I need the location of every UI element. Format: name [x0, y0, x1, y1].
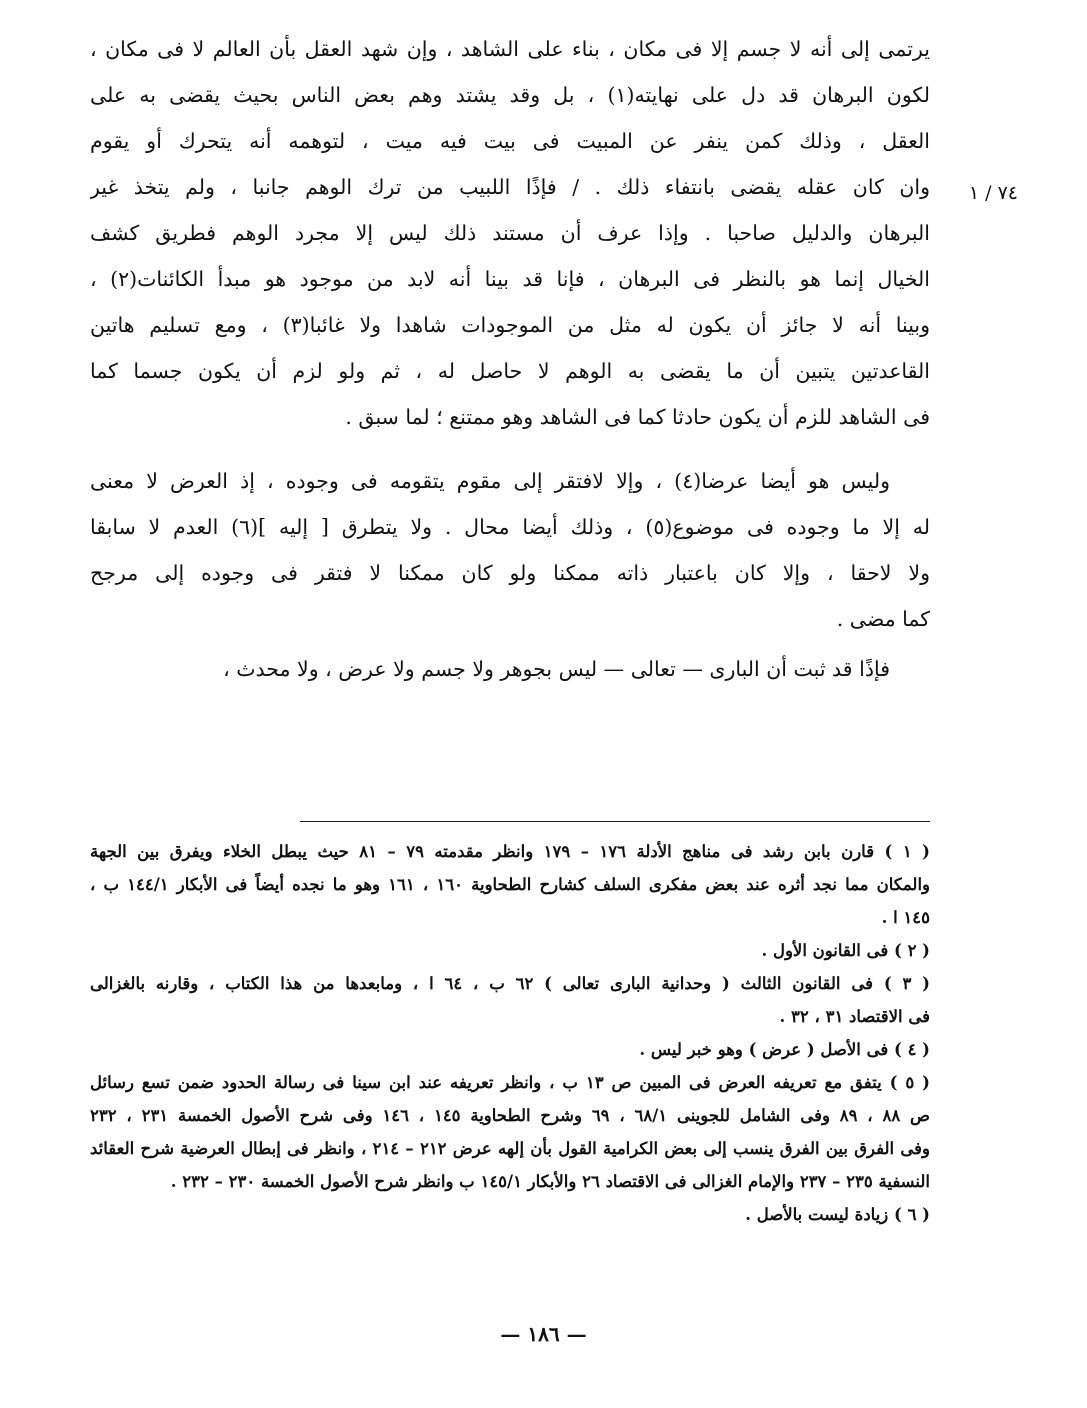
text-line: وبينا أنه لا جائز أن يكون له مثل من الموجودات شاهدا ولا غائبا(٣) ، ومع تسليم هاتين — [90, 313, 930, 337]
footnote — [90, 934, 930, 967]
text-line: يرتمى إلى أنه لا جسم إلا فى مكان ، بناء على الشاهد ، وإن شهد العقل بأن العالم لا فى مكان ، — [90, 37, 930, 61]
footnote-line: ص ٨٨ ، ٨٩ وفى الشامل للجوينى ٦٨/١ ، ٦٩ وشرح الطحاوية ١٤٥ ، ١٤٦ وفى شرح الأصول الخمسة ٢٣١ ، ٢٣٢ — [90, 1106, 930, 1125]
footnote — [90, 1066, 930, 1198]
footnote-line: ( ٥ ) يتفق مع تعريفه العرض فى المبين ص ١٣ ب ، وانظر تعريفه عند ابن سينا فى رسالة الحدود ضمن تسع رسائل — [90, 1073, 930, 1092]
text-line: لكون البرهان قد دل على نهايته(١) ، بل وقد يشتد وهم بعض الناس بحيث يقضى به على — [90, 83, 930, 107]
text-line: فإذًا قد ثبت أن البارى — تعالى — ليس بجوهر ولا جسم ولا عرض ، ولا محدث ، — [223, 657, 890, 681]
paragraph — [90, 458, 930, 642]
footnote-line: ( ١ ) قارن بابن رشد فى مناهج الأدلة ١٧٦ – ١٧٩ وانظر مقدمته ٧٩ – ٨١ حيث يبطل الخلاء ويفرق بين الجهة — [90, 842, 930, 861]
footnote-separator — [300, 821, 930, 822]
main-text — [90, 26, 930, 692]
text-line: كما مضى . — [836, 607, 930, 631]
footnote — [90, 1198, 930, 1231]
footnote-line: ( ٢ ) فى القانون الأول . — [761, 941, 930, 960]
footnote-line: النسفية ٢٣٥ – ٢٣٧ والإمام الغزالى فى الاقتصاد ٢٦ والأبكار ١٤٥/١ ب وانظر شرح الأصول الخمسة ٢٣٠ – ٢٣٢ . — [170, 1172, 930, 1191]
text-line: القاعدتين يتبين أن ما يقضى به الوهم لا حاصل له ، ثم ولو لزم أن يكون جسما كما — [90, 359, 930, 383]
margin-folio-reference: ٧٤ / ١ — [968, 182, 1018, 204]
paragraph — [90, 646, 930, 692]
text-line: له إلا ما وجوده فى موضوع(٥) ، وذلك أيضا محال . ولا يتطرق [ إليه ](٦) العدم لا سابقا — [90, 515, 930, 539]
footnote — [90, 835, 930, 934]
footnote-line: ١٤٥ ا . — [881, 908, 930, 927]
footnote-line: والمكان مما نجد أثره عند بعض مفكرى السلف كشارح الطحاوية ١٦٠ ، ١٦١ وهو ما نجده أيضاً فى الأبكار ١٤٤/١ ب ، — [90, 875, 930, 894]
paragraph — [90, 26, 930, 440]
footnote — [90, 967, 930, 1033]
footnote-line: ( ٣ ) فى القانون الثالث ( وحدانية البارى تعالى ) ٦٢ ب ، ٦٤ ا ، ومابعدها من هذا الكتاب ، وقارنه بالغزالى — [90, 974, 930, 993]
footnotes — [90, 835, 930, 1231]
page-number: — ١٨٦ — — [500, 1322, 587, 1346]
text-line: ولا لاحقا ، وإلا كان باعتبار ذاته ممكنا ولو كان ممكنا لا فتقر فى وجوده إلى مرجح — [90, 561, 930, 585]
text-line: فى الشاهد للزم أن يكون حادثا كما فى الشاهد وهو ممتنع ؛ لما سبق . — [345, 405, 930, 429]
footnote-line: وفى الفرق بين الفرق ينسب إلى بعض الكرامية القول بأن إلهه عرض ٢١٢ – ٢١٤ ، وانظر فى إبطال العرضية شرح العقائد — [90, 1139, 930, 1158]
footnote-line: ( ٦ ) زيادة ليست بالأصل . — [745, 1205, 930, 1224]
text-line: البرهان والدليل صاحبا . وإذا عرف أن مستند ذلك ليس إلا مجرد الوهم فطريق كشف — [90, 221, 930, 245]
text-line: وليس هو أيضا عرضا(٤) ، وإلا لافتقر إلى مقوم يتقومه فى وجوده ، إذ العرض لا معنى — [90, 469, 890, 493]
text-line: العقل ، وذلك كمن ينفر عن المبيت فى بيت فيه ميت ، لتوهمه أنه يتحرك أو يقوم — [90, 129, 930, 153]
footnote-line: فى الاقتصاد ٣١ ، ٣٢ . — [779, 1007, 930, 1026]
text-line: وان كان عقله يقضى بانتفاء ذلك . / فإذًا اللبيب من ترك الوهم جانبا ، ولم يتخذ غير — [90, 175, 930, 199]
footnote — [90, 1033, 930, 1066]
text-line: الخيال إنما هو بالنظر فى البرهان ، فإنا قد بينا أنه لابد من موجود هو مبدأ الكائنات(٢) ، — [90, 267, 930, 291]
footnote-line: ( ٤ ) فى الأصل ( عرض ) وهو خبر ليس . — [639, 1040, 930, 1059]
